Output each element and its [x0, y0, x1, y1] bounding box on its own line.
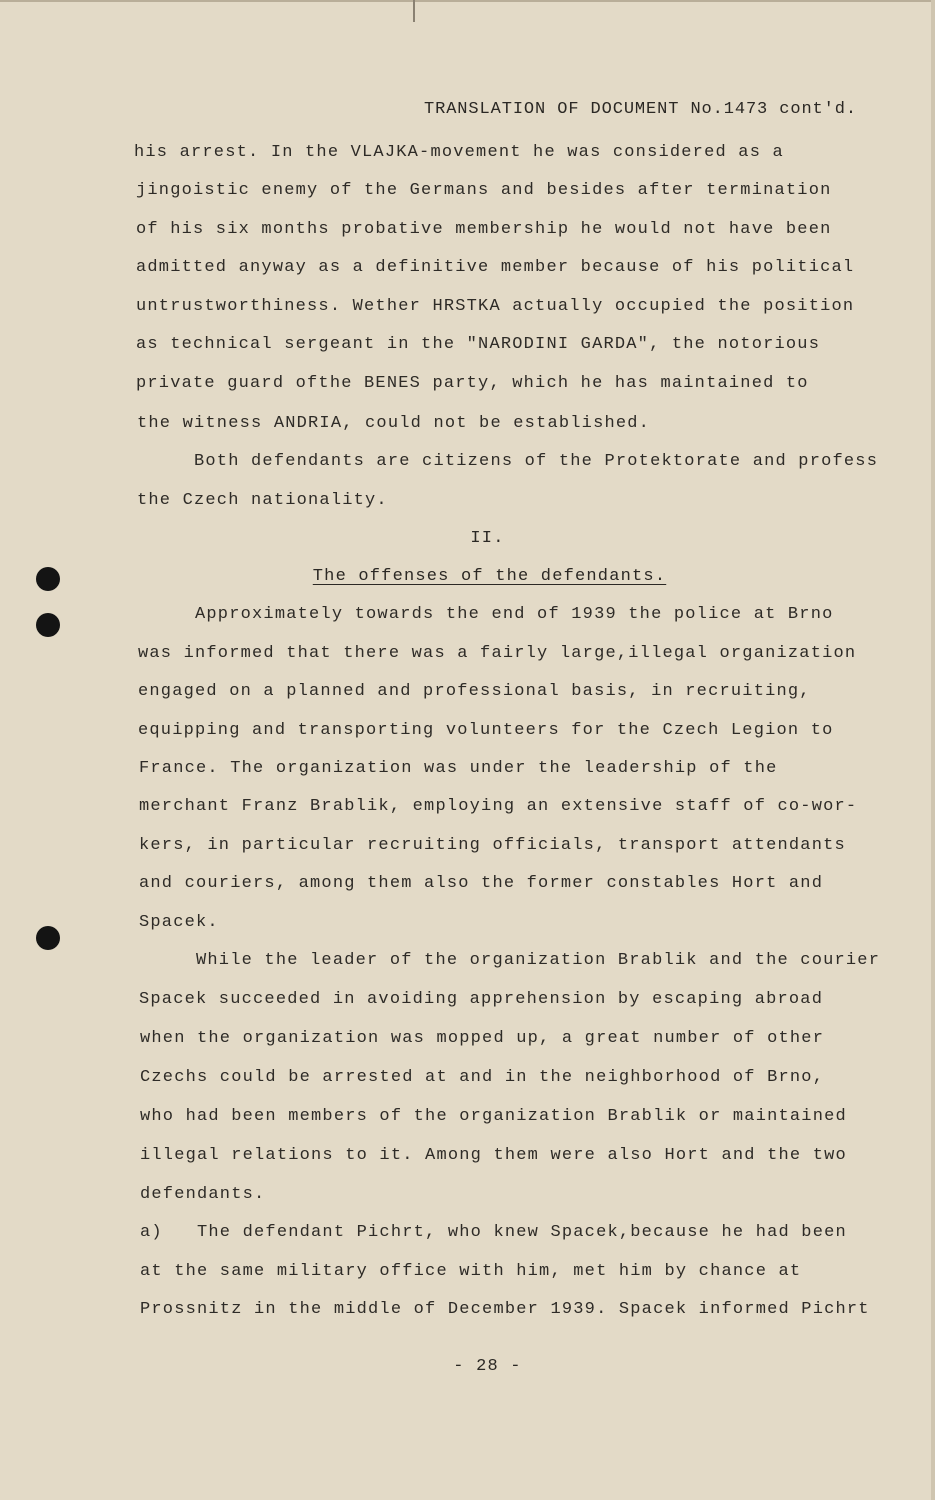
body-line: France. The organization was under the leadership of the — [139, 759, 778, 778]
body-line: at the same military office with him, met him by chance at — [140, 1262, 802, 1281]
section-number: II. — [470, 529, 505, 548]
body-line: jingoistic enemy of the Germans and besides after termination — [136, 181, 832, 200]
body-line: Czechs could be arrested at and in the neighborhood of Brno, — [140, 1068, 825, 1087]
body-line: While the leader of the organization Brablik and the courier — [139, 951, 881, 970]
body-line: the witness ANDRIA, could not be established. — [137, 414, 651, 433]
document-heading: TRANSLATION OF DOCUMENT No.1473 cont'd. — [424, 100, 857, 119]
body-line: who had been members of the organization Brablik or maintained — [140, 1107, 847, 1126]
body-line: Prossnitz in the middle of December 1939. Spacek informed Pichrt — [140, 1300, 870, 1319]
body-line: his arrest. In the VLAJKA-movement he was considered as a — [134, 143, 784, 162]
body-line: private guard ofthe BENES party, which he has maintained to — [136, 374, 809, 393]
body-line: illegal relations to it. Among them were also Hort and the two — [140, 1146, 847, 1165]
body-line: of his six months probative membership he would not have been — [136, 220, 832, 239]
punch-hole-2 — [36, 613, 60, 637]
body-line: kers, in particular recruiting officials, transport attendants — [139, 836, 846, 855]
body-line: Spacek succeeded in avoiding apprehension by escaping abroad — [139, 990, 824, 1009]
body-line: as technical sergeant in the "NARODINI GARDA", the notorious — [136, 335, 821, 354]
body-line: a) The defendant Pichrt, who knew Spacek,because he had been — [140, 1223, 847, 1242]
punch-hole-3 — [36, 926, 60, 950]
right-edge — [931, 0, 935, 1500]
top-edge — [0, 0, 935, 2]
body-line: when the organization was mopped up, a great number of other — [140, 1029, 825, 1048]
body-line: defendants. — [140, 1185, 266, 1204]
body-line: untrustworthiness. Wether HRSTKA actually occupied the position — [136, 297, 855, 316]
body-line: Approximately towards the end of 1939 the police at Brno — [138, 605, 834, 624]
section-title: The offenses of the defendants. — [312, 567, 667, 586]
page-number: - 28 - — [453, 1357, 522, 1376]
body-line: was informed that there was a fairly large,illegal organization — [138, 644, 857, 663]
top-tick-mark — [413, 0, 415, 22]
body-line: admitted anyway as a definitive member because of his political — [136, 258, 855, 277]
body-line: the Czech nationality. — [137, 491, 388, 510]
body-line: Spacek. — [139, 913, 219, 932]
body-line: Both defendants are citizens of the Protektorate and profess — [137, 452, 879, 471]
body-line: engaged on a planned and professional basis, in recruiting, — [138, 682, 811, 701]
body-line: equipping and transporting volunteers for the Czech Legion to — [138, 721, 834, 740]
body-line: and couriers, among them also the former constables Hort and — [139, 874, 824, 893]
body-line: merchant Franz Brablik, employing an extensive staff of co-wor- — [139, 797, 858, 816]
